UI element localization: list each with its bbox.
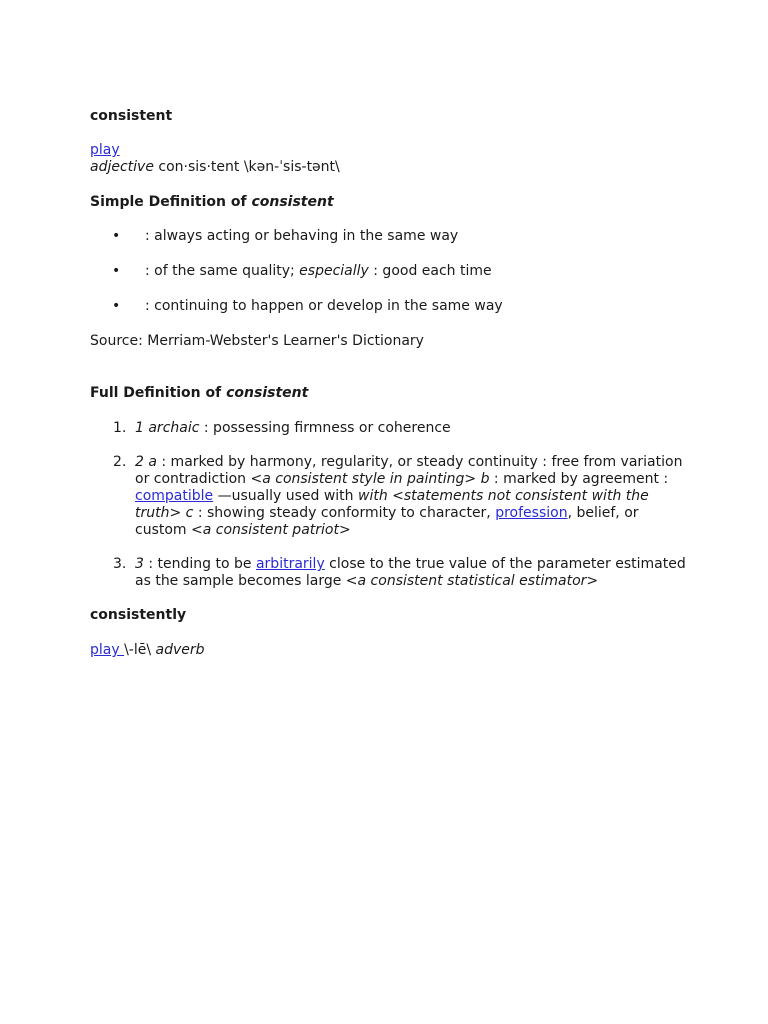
definition-text: : good each time — [368, 263, 492, 279]
derived-headword: consistently — [90, 607, 187, 623]
definition-emphasis: especially — [299, 263, 369, 279]
sense-text: , belief, or custom — [135, 505, 639, 538]
simple-heading-word: consistent — [251, 194, 334, 210]
definition-text: : always acting or behaving in the same way — [145, 228, 459, 244]
simple-definition-list — [90, 228, 690, 315]
simple-definition-item — [90, 298, 690, 315]
sense-italic-text: 3 — [135, 556, 144, 572]
full-definition-sense — [90, 454, 690, 539]
simple-definition-item — [90, 263, 690, 280]
sense-number: 1. — [113, 420, 127, 436]
full-heading-word: consistent — [226, 385, 309, 401]
bullet-icon: • — [112, 263, 121, 279]
sense-italic-text: with <statements not consistent with the truth> — [135, 488, 649, 521]
audio-play-row — [90, 142, 690, 159]
derived-pronunciation-row — [90, 642, 690, 659]
sense-text: : showing steady conformity to character, — [193, 505, 496, 521]
full-heading-prefix: Full Definition of — [90, 385, 227, 401]
sense-text: close to the true value of the parameter estimated as the sample becomes large — [135, 556, 686, 589]
derived-pronunciation: \-lē\ — [124, 642, 156, 658]
part-of-speech: adjective — [90, 159, 154, 175]
simple-definition-item — [90, 228, 690, 245]
sense-italic-text: <a consistent statistical estimator> — [345, 573, 599, 589]
sense-text: —usually used with — [213, 488, 358, 504]
cross-reference-link[interactable]: arbitrarily — [255, 556, 325, 572]
sense-text: : marked by harmony, regularity, or steady continuity : free from variation or contradiction — [135, 454, 683, 487]
sense-italic-text: b — [480, 471, 490, 487]
sense-italic-text: <a consistent style in painting> — [250, 471, 477, 487]
cross-reference-link[interactable]: profession — [495, 505, 568, 521]
play-audio-link[interactable]: play — [90, 142, 120, 158]
sense-italic-text: 2 a — [135, 454, 157, 470]
source-credit: Source: Merriam-Webster's Learner's Dictionary — [90, 333, 424, 349]
bullet-icon: • — [112, 298, 121, 314]
pronunciation: con·sis·tent \kən-ˈsis-tənt\ — [153, 159, 340, 175]
full-definition-sense — [90, 556, 690, 590]
definition-text: : of the same quality; — [145, 263, 300, 279]
full-definition-sense — [90, 420, 690, 437]
pos-pronunciation-row — [90, 159, 690, 176]
full-definition-list — [90, 420, 690, 590]
sense-italic-text: c — [185, 505, 194, 521]
simple-heading-prefix: Simple Definition of — [90, 194, 252, 210]
definition-text: : continuing to happen or develop in the same way — [145, 298, 503, 314]
sense-italic-text: <a consistent patriot> — [191, 522, 351, 538]
sense-italic-text: 1 archaic — [135, 420, 200, 436]
sense-number: 3. — [113, 556, 127, 572]
sense-text: : possessing firmness or coherence — [199, 420, 451, 436]
derived-play-audio-link[interactable]: play — [90, 642, 125, 658]
simple-definition-heading — [90, 194, 690, 211]
dictionary-entry — [90, 108, 690, 659]
sense-number: 2. — [113, 454, 127, 470]
full-definition-heading — [90, 385, 690, 402]
bullet-icon: • — [112, 228, 121, 244]
cross-reference-link[interactable]: compatible — [135, 488, 214, 504]
derived-part-of-speech: adverb — [155, 642, 205, 658]
sense-text: : marked by agreement : — [489, 471, 669, 487]
sense-text: : tending to be — [143, 556, 256, 572]
headword: consistent — [90, 108, 173, 124]
